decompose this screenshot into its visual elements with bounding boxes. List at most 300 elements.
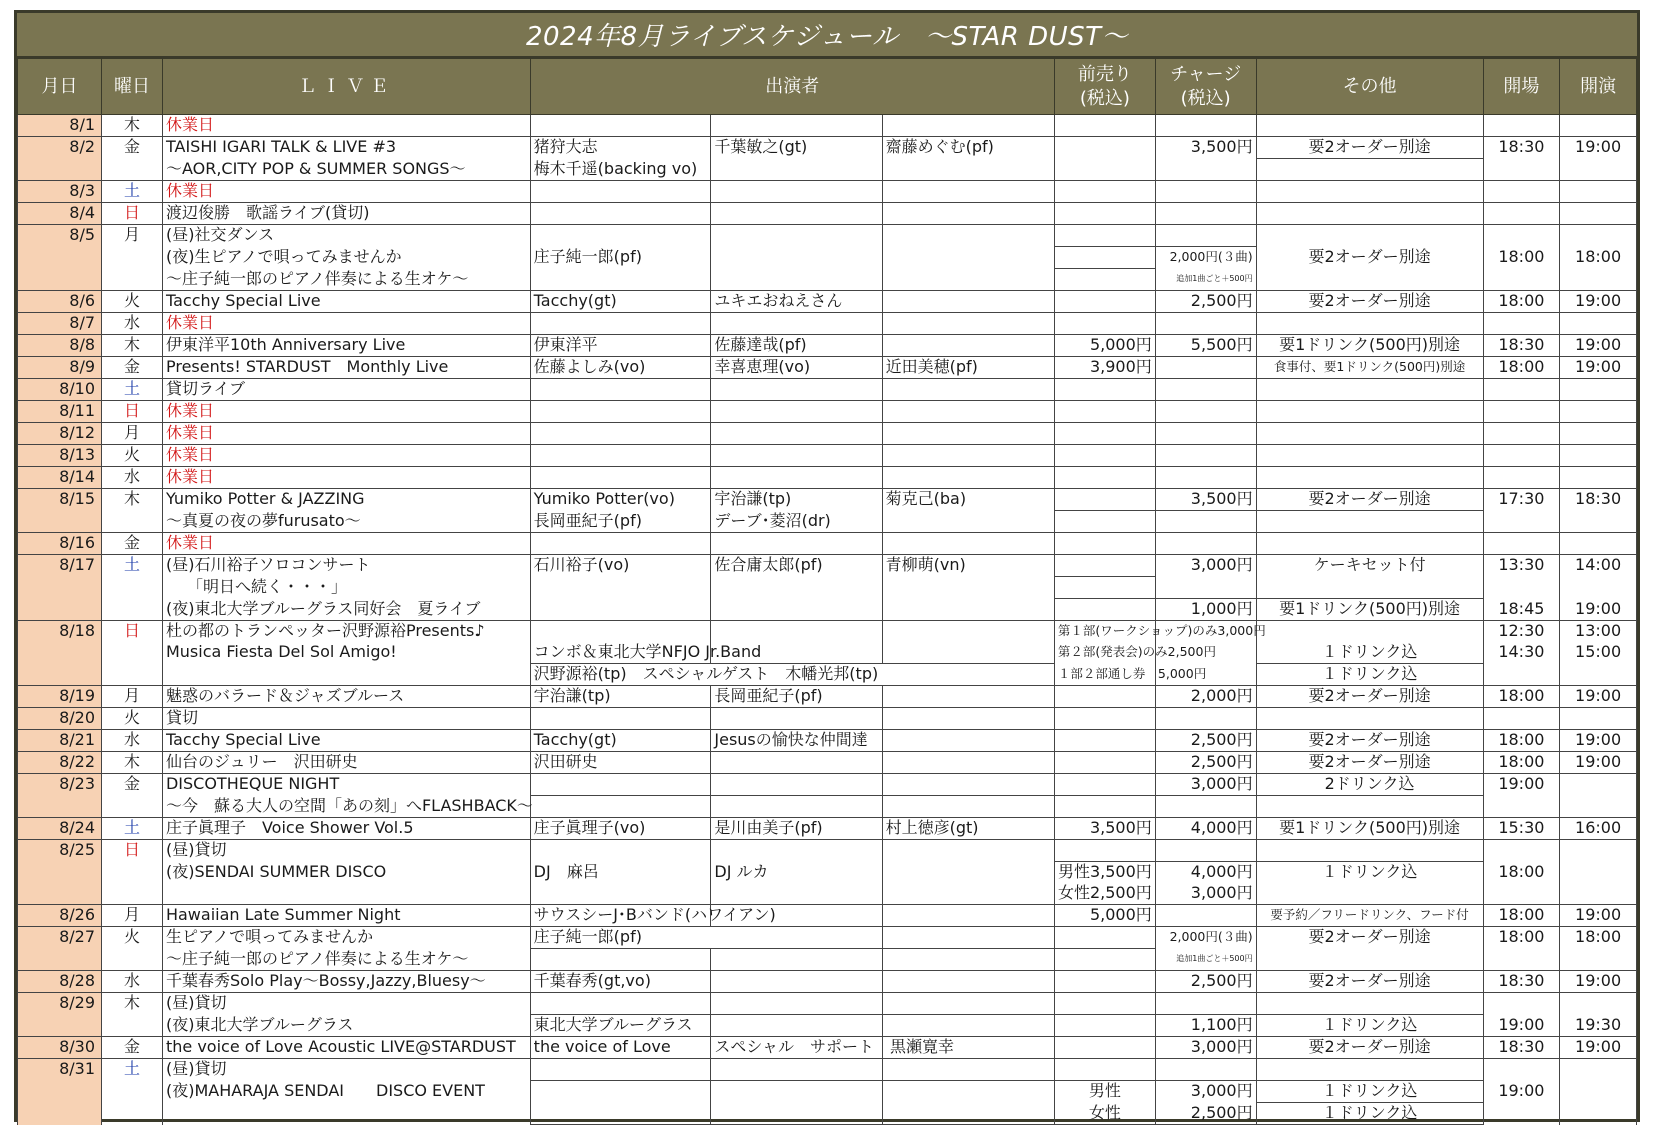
start-time-cell: 19:30 — [1560, 1015, 1637, 1037]
weekday-cell: 金 — [102, 533, 163, 555]
other-info-cell — [1256, 708, 1483, 730]
performer-cell — [882, 862, 1054, 884]
performer-cell — [530, 269, 711, 291]
live-title-cell: (夜)SENDAI SUMMER DISCO — [162, 862, 530, 884]
performer-cell — [530, 445, 711, 467]
charge-cell — [1155, 423, 1256, 445]
header-other: その他 — [1256, 59, 1483, 115]
other-info-cell — [1256, 203, 1483, 225]
open-time-cell: 15:30 — [1483, 818, 1560, 840]
advance-price-cell — [1054, 708, 1155, 730]
live-title-cell: Yumiko Potter & JAZZING — [162, 489, 530, 511]
start-time-cell — [1560, 511, 1637, 533]
table-row — [18, 159, 1637, 181]
date-cell: 8/11 — [18, 401, 102, 423]
performer-cell — [882, 796, 1054, 818]
performer-cell — [530, 599, 711, 621]
table-row — [18, 357, 1637, 379]
performer-cell — [711, 971, 882, 993]
start-time-cell — [1560, 774, 1637, 796]
open-time-cell: 18:30 — [1483, 137, 1560, 159]
open-time-cell: 18:00 — [1483, 686, 1560, 708]
performer-cell — [530, 203, 711, 225]
advance-price-cell: 3,500円 — [1054, 818, 1155, 840]
performer-cell: 宇治謙(tp) — [711, 489, 882, 511]
other-info-cell — [1256, 401, 1483, 423]
performer-cell: 佐合庸太郎(pf) — [711, 555, 882, 577]
open-time-cell: 19:00 — [1483, 1015, 1560, 1037]
charge-cell: 4,000円 — [1155, 818, 1256, 840]
performer-cell — [882, 379, 1054, 401]
charge-cell: 3,500円 — [1155, 137, 1256, 159]
live-title-cell: ～庄子純一郎のピアノ伴奏による生オケ～ — [162, 269, 530, 291]
weekday-cell: 月 — [102, 686, 163, 708]
performer-cell — [882, 467, 1054, 489]
advance-price-cell — [1054, 115, 1155, 137]
date-cell — [18, 796, 102, 818]
performer-cell — [711, 445, 882, 467]
performer-cell — [882, 774, 1054, 796]
performer-cell — [711, 379, 882, 401]
charge-cell: 3,000円 — [1155, 1037, 1256, 1059]
open-time-cell — [1483, 225, 1560, 247]
start-time-cell — [1560, 1059, 1637, 1081]
weekday-cell: 土 — [102, 818, 163, 840]
charge-cell — [1155, 993, 1256, 1015]
weekday-cell: 土 — [102, 1059, 163, 1081]
other-info-cell — [1256, 840, 1483, 862]
open-time-cell: 12:30 — [1483, 621, 1560, 643]
live-title-cell: 生ピアノで唄ってみませんか — [162, 927, 530, 949]
performer-cell — [530, 796, 711, 818]
start-time-cell: 19:00 — [1560, 357, 1637, 379]
charge-cell — [1155, 796, 1256, 818]
charge-cell: 2,000円(３曲) — [1155, 247, 1256, 269]
other-info-cell: 要2オーダー別途 — [1256, 752, 1483, 774]
performer-cell — [711, 423, 882, 445]
advance-price-cell: 第１部(ワークショップ)のみ3,000円 — [1054, 621, 1155, 643]
table-row — [18, 883, 1637, 905]
performer-cell — [530, 533, 711, 555]
date-cell: 8/26 — [18, 905, 102, 927]
other-info-cell — [1256, 115, 1483, 137]
performer-cell: 長岡亜紀子(pf) — [711, 686, 882, 708]
start-time-cell — [1560, 993, 1637, 1015]
start-time-cell: 15:00 — [1560, 642, 1637, 664]
other-info-cell: ケーキセット付 — [1256, 555, 1483, 577]
date-cell — [18, 1103, 102, 1125]
weekday-cell: 水 — [102, 313, 163, 335]
other-info-cell: 要予約／フリードリンク、フード付 — [1256, 905, 1483, 927]
date-cell: 8/5 — [18, 225, 102, 247]
performer-cell — [711, 401, 882, 423]
charge-cell — [1155, 357, 1256, 379]
date-cell — [18, 159, 102, 181]
performer-cell — [530, 467, 711, 489]
date-cell: 8/2 — [18, 137, 102, 159]
open-time-cell — [1483, 203, 1560, 225]
date-cell: 8/19 — [18, 686, 102, 708]
live-title-cell: 伊東洋平10th Anniversary Live — [162, 335, 530, 357]
open-time-cell — [1483, 1103, 1560, 1125]
weekday-cell: 日 — [102, 401, 163, 423]
table-row — [18, 269, 1637, 291]
live-title-cell: 「明日へ続く・・・」 — [162, 577, 530, 599]
performer-cell: DJ 麻呂 — [530, 862, 711, 884]
live-title-cell: ～真夏の夜の夢furusato～ — [162, 511, 530, 533]
date-cell: 8/3 — [18, 181, 102, 203]
advance-price-cell — [1054, 774, 1155, 796]
performer-cell — [711, 1059, 882, 1081]
weekday-cell: 土 — [102, 555, 163, 577]
open-time-cell: 18:00 — [1483, 730, 1560, 752]
live-title-cell: Musica Fiesta Del Sol Amigo! — [162, 642, 530, 664]
date-cell: 8/6 — [18, 291, 102, 313]
start-time-cell: 19:00 — [1560, 905, 1637, 927]
table-row — [18, 927, 1637, 949]
performer-cell — [530, 181, 711, 203]
start-time-cell: 19:00 — [1560, 291, 1637, 313]
weekday-cell: 木 — [102, 993, 163, 1015]
date-cell: 8/28 — [18, 971, 102, 993]
performer-cell — [530, 1081, 711, 1103]
performer-cell — [882, 159, 1054, 181]
live-title-cell: the voice of Love Acoustic LIVE@STARDUST — [162, 1037, 530, 1059]
other-info-cell — [1256, 313, 1483, 335]
open-time-cell — [1483, 533, 1560, 555]
table-row — [18, 949, 1637, 971]
performer-cell — [530, 401, 711, 423]
date-cell: 8/17 — [18, 555, 102, 577]
live-title-cell: 休業日 — [162, 401, 530, 423]
live-title-cell: 杜の都のトランペッター沢野源裕Presents♪ — [162, 621, 530, 643]
performer-cell — [882, 752, 1054, 774]
performer-cell — [882, 511, 1054, 533]
charge-cell — [1155, 577, 1256, 599]
advance-price-cell — [1054, 291, 1155, 313]
performer-cell — [882, 1103, 1054, 1125]
performer-cell: 千葉敏之(gt) — [711, 137, 882, 159]
date-cell — [18, 599, 102, 621]
open-time-cell: 18:00 — [1483, 752, 1560, 774]
weekday-cell — [102, 1015, 163, 1037]
other-info-cell — [1256, 159, 1483, 181]
table-row — [18, 993, 1637, 1015]
open-time-cell — [1483, 708, 1560, 730]
charge-cell: 1,100円 — [1155, 1015, 1256, 1037]
performer-cell — [882, 577, 1054, 599]
header-charge-line1: チャージ — [1170, 63, 1242, 85]
performer-cell — [882, 335, 1054, 357]
performer-cell — [530, 1059, 711, 1081]
live-title-cell: ～今 蘇る大人の空間「あの刻」へFLASHBACK～ — [162, 796, 530, 818]
live-title-cell — [162, 1103, 530, 1125]
advance-price-cell: 男性 — [1054, 1081, 1155, 1103]
performer-cell — [530, 313, 711, 335]
weekday-cell: 木 — [102, 115, 163, 137]
other-info-cell: １ドリンク込 — [1256, 1015, 1483, 1037]
header-row — [18, 59, 1637, 115]
performer-cell — [530, 379, 711, 401]
other-info-cell: １ドリンク込 — [1256, 862, 1483, 884]
open-time-cell: 18:45 — [1483, 599, 1560, 621]
performer-cell: Jesusの愉快な仲間達 — [711, 730, 882, 752]
performer-cell — [711, 949, 882, 971]
date-cell: 8/12 — [18, 423, 102, 445]
other-info-cell: 要2オーダー別途 — [1256, 489, 1483, 511]
header-performers: 出演者 — [530, 59, 1054, 115]
date-cell — [18, 511, 102, 533]
schedule-table — [17, 58, 1637, 1125]
date-cell — [18, 642, 102, 664]
other-info-cell — [1256, 511, 1483, 533]
performer-cell — [882, 291, 1054, 313]
live-title-cell: 休業日 — [162, 181, 530, 203]
performer-cell: 伊東洋平 — [530, 335, 711, 357]
other-info-cell: 要2オーダー別途 — [1256, 1037, 1483, 1059]
charge-cell: 2,500円 — [1155, 752, 1256, 774]
performer-cell: 猪狩大志 — [530, 137, 711, 159]
charge-cell: 4,000円 — [1155, 862, 1256, 884]
performer-cell — [530, 115, 711, 137]
performer-cell: Yumiko Potter(vo) — [530, 489, 711, 511]
performer-cell — [882, 181, 1054, 203]
weekday-cell: 水 — [102, 467, 163, 489]
weekday-cell — [102, 599, 163, 621]
start-time-cell — [1560, 181, 1637, 203]
weekday-cell: 水 — [102, 971, 163, 993]
schedule-sheet — [14, 10, 1640, 1122]
table-row — [18, 203, 1637, 225]
performer-cell — [711, 752, 882, 774]
weekday-cell: 金 — [102, 774, 163, 796]
advance-price-cell — [1054, 225, 1155, 247]
performer-cell — [882, 313, 1054, 335]
advance-price-cell — [1054, 840, 1155, 862]
table-row — [18, 599, 1637, 621]
table-row — [18, 862, 1637, 884]
advance-price-cell — [1054, 752, 1155, 774]
open-time-cell: 18:00 — [1483, 357, 1560, 379]
start-time-cell — [1560, 533, 1637, 555]
live-title-cell: (昼)貸切 — [162, 1059, 530, 1081]
charge-cell — [1155, 181, 1256, 203]
date-cell: 8/18 — [18, 621, 102, 643]
performer-cell — [530, 1103, 711, 1125]
performer-cell — [711, 313, 882, 335]
performer-cell — [530, 949, 711, 971]
advance-price-cell — [1054, 269, 1155, 291]
open-time-cell: 18:30 — [1483, 1037, 1560, 1059]
table-row — [18, 379, 1637, 401]
date-cell — [18, 949, 102, 971]
date-cell: 8/10 — [18, 379, 102, 401]
live-title-cell: TAISHI IGARI TALK & LIVE #3 — [162, 137, 530, 159]
weekday-cell — [102, 1103, 163, 1125]
live-title-cell: 休業日 — [162, 115, 530, 137]
performer-cell — [530, 621, 711, 643]
table-row — [18, 313, 1637, 335]
performer-cell — [711, 1015, 882, 1037]
charge-cell: 2,500円 — [1155, 730, 1256, 752]
weekday-cell: 水 — [102, 730, 163, 752]
live-title-cell: (夜)MAHARAJA SENDAI DISCO EVENT — [162, 1081, 530, 1103]
header-charge — [1155, 59, 1256, 115]
open-time-cell: 18:00 — [1483, 862, 1560, 884]
open-time-cell — [1483, 379, 1560, 401]
performer-cell — [711, 225, 882, 247]
charge-cell: 2,500円 — [1155, 971, 1256, 993]
live-title-cell: (夜)東北大学ブルーグラス — [162, 1015, 530, 1037]
performer-cell: 幸喜恵理(vo) — [711, 357, 882, 379]
start-time-cell: 19:00 — [1560, 686, 1637, 708]
performer-cell: DJ ルカ — [711, 862, 882, 884]
charge-cell: 5,500円 — [1155, 335, 1256, 357]
open-time-cell — [1483, 159, 1560, 181]
date-cell: 8/13 — [18, 445, 102, 467]
advance-price-cell — [1054, 1037, 1155, 1059]
start-time-cell: 18:00 — [1560, 927, 1637, 949]
table-row — [18, 621, 1637, 643]
performer-cell — [882, 905, 1054, 927]
live-title-cell: 休業日 — [162, 423, 530, 445]
performer-cell — [711, 840, 882, 862]
performer-cell: 東北大学ブルーグラス — [530, 1015, 711, 1037]
advance-price-cell — [1054, 730, 1155, 752]
performer-cell — [882, 883, 1054, 905]
start-time-cell — [1560, 577, 1637, 599]
date-cell — [18, 1015, 102, 1037]
other-info-cell: 要2オーダー別途 — [1256, 137, 1483, 159]
open-time-cell: 13:30 — [1483, 555, 1560, 577]
advance-price-cell — [1054, 489, 1155, 511]
page-title: 2024年8月ライブスケジュール ～STAR DUST～ — [17, 13, 1637, 58]
weekday-cell — [102, 664, 163, 686]
open-time-cell: 19:00 — [1483, 774, 1560, 796]
other-info-cell — [1256, 423, 1483, 445]
charge-cell: 3,000円 — [1155, 1081, 1256, 1103]
open-time-cell: 18:00 — [1483, 291, 1560, 313]
charge-cell — [1155, 511, 1256, 533]
performer-cell — [711, 993, 882, 1015]
advance-price-cell — [1054, 423, 1155, 445]
advance-price-cell: 5,000円 — [1054, 335, 1155, 357]
weekday-cell: 金 — [102, 357, 163, 379]
performer-cell — [711, 1081, 882, 1103]
performer-cell — [882, 971, 1054, 993]
performer-cell — [711, 577, 882, 599]
live-title-cell: 渡辺俊勝 歌謡ライブ(貸切) — [162, 203, 530, 225]
date-cell: 8/27 — [18, 927, 102, 949]
other-info-cell: 要2オーダー別途 — [1256, 730, 1483, 752]
other-info-cell — [1256, 225, 1483, 247]
charge-cell — [1155, 533, 1256, 555]
performer-cell — [882, 1059, 1054, 1081]
advance-price-cell: １部２部通し券 5,000円 — [1054, 664, 1155, 686]
live-title-cell: 休業日 — [162, 313, 530, 335]
performer-cell: 佐藤達哉(pf) — [711, 335, 882, 357]
charge-cell — [1155, 225, 1256, 247]
weekday-cell — [102, 796, 163, 818]
table-row — [18, 445, 1637, 467]
advance-price-cell — [1054, 467, 1155, 489]
advance-price-cell — [1054, 796, 1155, 818]
other-info-cell — [1256, 993, 1483, 1015]
performer-cell: 近田美穂(pf) — [882, 357, 1054, 379]
header-charge-line2: (税込) — [1180, 87, 1231, 109]
weekday-cell — [102, 577, 163, 599]
performer-cell: 宇治謙(tp) — [530, 686, 711, 708]
weekday-cell: 火 — [102, 708, 163, 730]
performer-cell — [711, 708, 882, 730]
other-info-cell: １ドリンク込 — [1256, 664, 1483, 686]
table-row — [18, 489, 1637, 511]
header-date: 月日 — [18, 59, 102, 115]
advance-price-cell — [1054, 555, 1155, 577]
date-cell: 8/20 — [18, 708, 102, 730]
live-title-cell: (夜)東北大学ブルーグラス同好会 夏ライブ — [162, 599, 530, 621]
charge-cell — [1155, 379, 1256, 401]
advance-price-cell: 女性2,500円 — [1054, 883, 1155, 905]
other-info-cell: １ドリンク込 — [1256, 1081, 1483, 1103]
open-time-cell: 19:00 — [1483, 1081, 1560, 1103]
open-time-cell — [1483, 840, 1560, 862]
live-title-cell: 貸切 — [162, 708, 530, 730]
performer-cell: 千葉春秀(gt,vo) — [530, 971, 711, 993]
table-row — [18, 577, 1637, 599]
performer-cell — [882, 533, 1054, 555]
performer-cell: 梅木千遥(backing vo) — [530, 159, 711, 181]
table-row — [18, 1059, 1637, 1081]
start-time-cell — [1560, 115, 1637, 137]
open-time-cell — [1483, 664, 1560, 686]
start-time-cell: 13:00 — [1560, 621, 1637, 643]
weekday-cell — [102, 1081, 163, 1103]
weekday-cell — [102, 862, 163, 884]
header-weekday: 曜日 — [102, 59, 163, 115]
open-time-cell — [1483, 181, 1560, 203]
table-row — [18, 1081, 1637, 1103]
advance-price-cell — [1054, 313, 1155, 335]
start-time-cell — [1560, 708, 1637, 730]
table-row — [18, 247, 1637, 269]
other-info-cell: 要2オーダー別途 — [1256, 686, 1483, 708]
advance-price-cell — [1054, 511, 1155, 533]
weekday-cell: 木 — [102, 489, 163, 511]
start-time-cell: 19:00 — [1560, 971, 1637, 993]
performer-cell — [882, 445, 1054, 467]
start-time-cell: 18:30 — [1560, 489, 1637, 511]
live-title-cell: 休業日 — [162, 445, 530, 467]
date-cell: 8/24 — [18, 818, 102, 840]
start-time-cell — [1560, 225, 1637, 247]
live-title-cell: Tacchy Special Live — [162, 730, 530, 752]
performer-cell — [882, 840, 1054, 862]
advance-price-cell — [1054, 1015, 1155, 1037]
performer-cell — [711, 533, 882, 555]
table-row — [18, 730, 1637, 752]
performer-cell — [882, 599, 1054, 621]
table-row — [18, 511, 1637, 533]
charge-cell — [1155, 905, 1256, 927]
other-info-cell — [1256, 445, 1483, 467]
charge-cell: 2,000円(３曲) — [1155, 927, 1256, 949]
advance-price-cell — [1054, 599, 1155, 621]
date-cell: 8/29 — [18, 993, 102, 1015]
other-info-cell: 要2オーダー別途 — [1256, 927, 1483, 949]
charge-cell — [1155, 159, 1256, 181]
advance-price-cell — [1054, 686, 1155, 708]
